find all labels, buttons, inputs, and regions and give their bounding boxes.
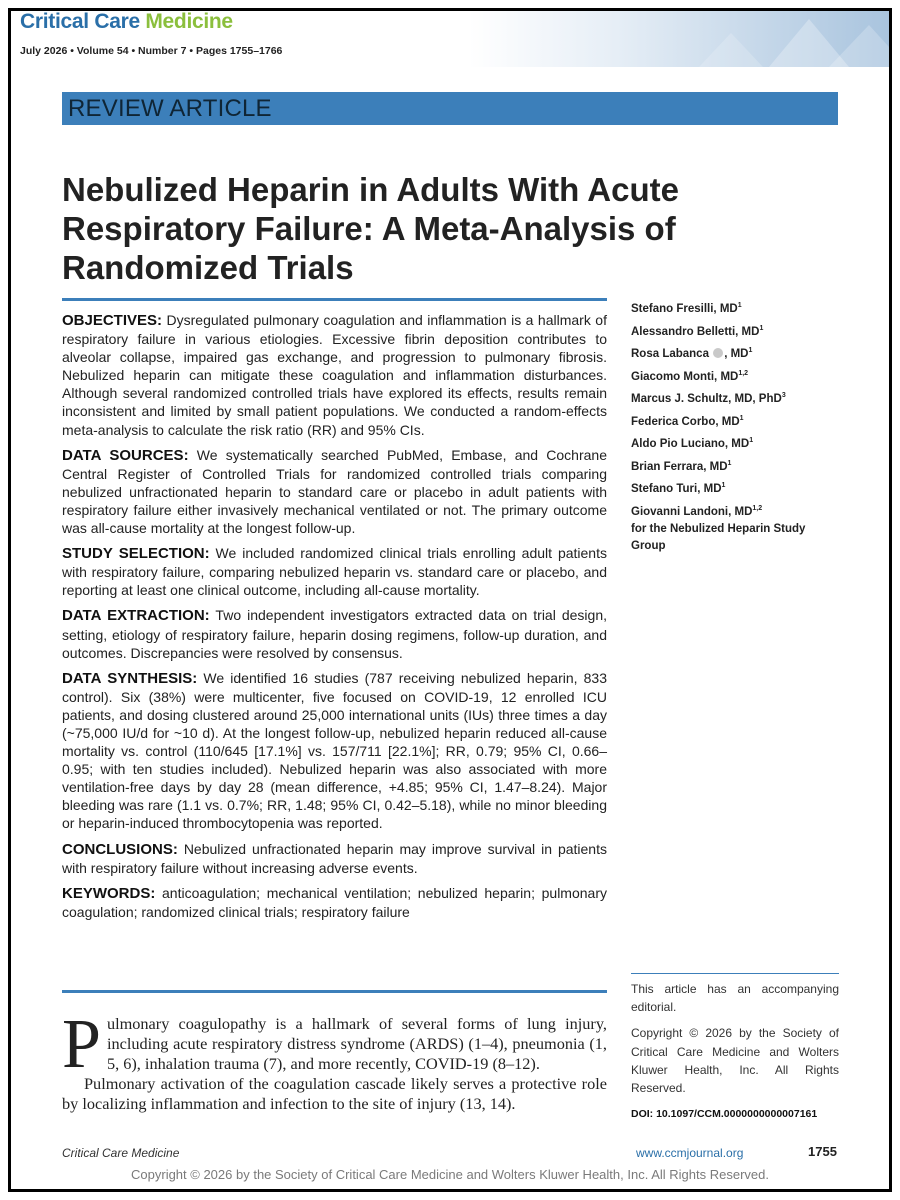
sidebar-rule bbox=[631, 973, 839, 974]
author: Marcus J. Schultz, MD, PhD$^3$ bbox=[631, 392, 786, 405]
abstract-objectives: OBJECTIVES: Dysregulated pulmonary coagulation and inflammation is a hallmark of respiratory failure in various etiologies. Excessive fibrin deposition contributes to alveolar collapse, impaired gas exchange, and progression to pulmonary fibrosis. Nebulized heparin can mitigate these coagulation and inflammation disturbances. Although several randomized controlled trials have explored its effects, results remain inconsistent and limited by small patient populations. We conducted a random-effects meta-analysis to calculate the risk ratio (RR) and 95% CIs. bbox=[62, 312, 607, 438]
abstract bbox=[62, 311, 607, 928]
abstract-data-sources: DATA SOURCES: We systematically searched PubMed, Embase, and Cochrane Central Register of Controlled Trials for randomized controlled trials comparing nebulized unfractionated heparin to standard care or placebo in adult patients with respiratory failure either invasively mechanical ventilated or not. The primary outcome was all-cause mortality at the longest follow-up. bbox=[62, 446, 607, 537]
journal-logo: Critical Care Medicine bbox=[20, 10, 233, 33]
footer-copyright: Copyright © 2026 by the Society of Critical Care Medicine and Wolters Kluwer Health, Inc. All Rights Reserved. bbox=[131, 1167, 769, 1182]
doi[interactable]: DOI: 10.1097/CCM.0000000000007161 bbox=[631, 1108, 818, 1121]
author: Alessandro Belletti, $MD^1$ bbox=[631, 324, 764, 338]
article-title: Nebulized Heparin in Adults With Acute Respiratory Failure: A Meta-Analysis of Randomized Trials bbox=[62, 171, 679, 286]
abstract-top-rule bbox=[62, 298, 607, 301]
author: Giovanni Landoni, MD$^{1,2}$ bbox=[631, 504, 763, 518]
abstract-keywords: KEYWORDS: anticoagulation; mechanical ventilation; nebulized heparin; pulmonary coagulation; randomized clinical trials; respiratory failure bbox=[62, 884, 607, 920]
footer-url-link[interactable]: www.ccmjournal.org bbox=[636, 1146, 744, 1160]
page-number: 1755 bbox=[808, 1144, 837, 1159]
section-label: REVIEW ARTICLE bbox=[68, 95, 272, 122]
author: Stefano Fresilli, $MD^1$ bbox=[631, 302, 742, 315]
drop-cap: P bbox=[62, 1006, 101, 1083]
study-group: for the Nebulized Heparin Study Group bbox=[631, 523, 806, 552]
body-text bbox=[62, 1006, 607, 1114]
author: Aldo Pio Luciano, $MD^1$ bbox=[631, 437, 754, 450]
abstract-data-synthesis: DATA SYNTHESIS: We identified 16 studies (787 receiving nebulized heparin, 833 control). Six (38%) were multicenter, five focused on COVID-19, 12 enrolled ICU patients, and dosing clustered around 25,000 international units (IUs) three times a day (~75,000 IU/d for ~10 d). At the longest follow-up, nebulized heparin reduced all-cause mortality vs. control (110/645 [17.1%] vs. 157/711 [22.1%]; RR, 0.79; 95% CI, 0.66–0.95; with ten studies included). Nebulized heparin was also associated with more ventilation-free days by day 28 (mean difference, +4.85; 95% CI, 1.47–8.24). Major bleeding was rare (1.1 vs. 0.7%; RR, 1.48; 95% CI, 0.42–5.18), while no minor bleeding or heparin-induced thrombocytopenia was reported. bbox=[62, 669, 607, 832]
sidebar-copyright: Copyright © 2026 by the Society of Critical Care Medicine and Wolters Kluwer Health, Inc. All Rights Reserved. bbox=[631, 1026, 839, 1096]
abstract-study-selection: STUDY SELECTION: We included randomized clinical trials enrolling adult patients with respiratory failure, comparing nebulized heparin vs. standard care or placebo, and reporting at least one clinical outcome, including all-cause mortality. bbox=[62, 545, 607, 599]
abstract-data-extraction: DATA EXTRACTION: Two independent investigators extracted data on trial design, setting, etiology of respiratory failure, heparin dosing regimens, follow-up duration, and outcomes. Discrepancies were resolved by consensus. bbox=[62, 607, 607, 661]
author: Giacomo Monti, MD$^{1,2}$ bbox=[631, 369, 749, 383]
editorial-note: This article has an accompanying editorial. bbox=[631, 982, 839, 1015]
author: Brian Ferrara, $MD^1$ bbox=[631, 459, 732, 473]
author: Rosa Labanca , $MD^1$ bbox=[631, 347, 753, 360]
footer-journal-name: Critical Care Medicine bbox=[62, 1146, 180, 1160]
sidebar-notes bbox=[631, 980, 839, 1131]
orcid-icon[interactable] bbox=[713, 348, 723, 358]
abstract-conclusions: CONCLUSIONS: Nebulized unfractionated heparin may improve survival in patients with respiratory failure without increasing adverse events. bbox=[62, 840, 607, 876]
header-decoration bbox=[469, 11, 889, 67]
abstract-bottom-rule bbox=[62, 990, 607, 993]
section-banner bbox=[62, 92, 838, 125]
author-list bbox=[631, 296, 841, 555]
body-paragraph: Pulmonary activation of the coagulation cascade likely serves a protective role by localizing inflammation and infection to the site of injury (13, 14). bbox=[62, 1074, 607, 1113]
body-paragraph: Pulmonary coagulopathy is a hallmark of several forms of lung injury, including acute respiratory distress syndrome (ARDS) (1–4), pneumonia (1, 5, 6), inhalation trauma (7), and more recently, COVID-19 (8–12). bbox=[62, 1006, 607, 1083]
author: Stefano Turi, $MD^1$ bbox=[631, 482, 726, 495]
author: Federica Corbo, $MD^1$ bbox=[631, 414, 744, 428]
issue-line: July 2026 • Volume 54 • Number 7 • Pages 1755–1766 bbox=[20, 45, 283, 57]
